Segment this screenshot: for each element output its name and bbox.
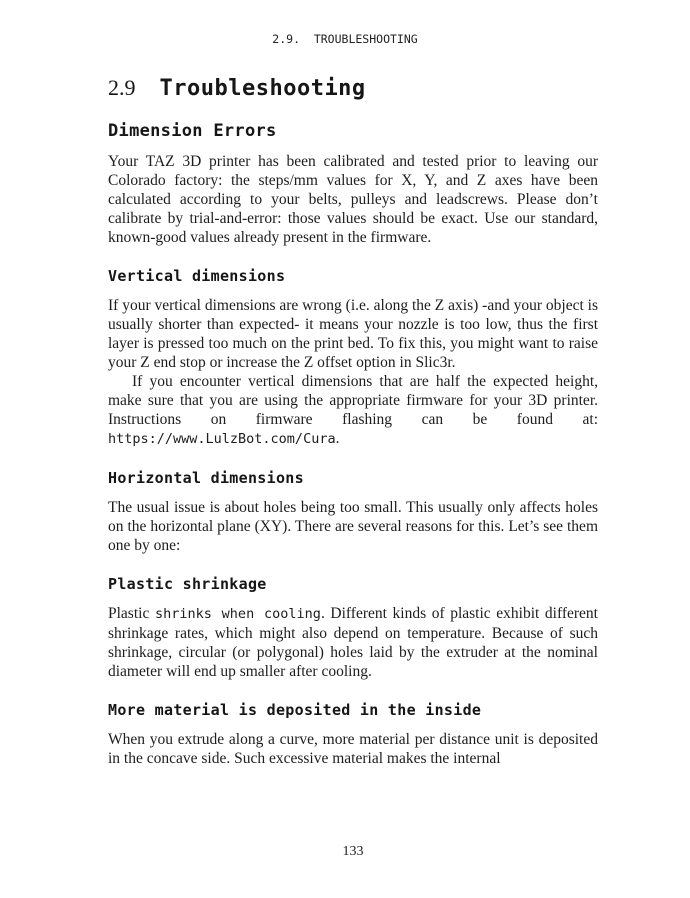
heading-dimension-errors: Dimension Errors [108, 121, 277, 141]
heading-horizontal-dimensions: Horizontal dimensions [108, 469, 304, 487]
paragraph-material-1: When you extrude along a curve, more material per distance unit is deposited in the concave side. Such excessive material makes the internal [108, 731, 598, 767]
paragraph-dimension-errors-intro: Your TAZ 3D printer has been calibrated and tested prior to leaving our Colorado factory: the steps/mm values for X, Y, and Z axes have been calculated according to your belts, pulleys and leadscrews. Please don’t calibrate by trial-and-error: those values should be exact. Use our standard, known-good values already present in the firmware. [108, 153, 598, 246]
paragraph-vertical-1: If your vertical dimensions are wrong (i.e. along the Z axis) -and your object is usually shorter than expected- it means your nozzle is too low, thus the first layer is pressed too much on the print bed. To fix this, you might want to raise your Z end stop or increase the Z offset option in Slic3r. [108, 297, 598, 371]
paragraph-vertical-2-period: . [335, 430, 340, 447]
running-header: 2.9. TROUBLESHOOTING [272, 32, 418, 46]
paragraph-shrinkage-text-a: Plastic [108, 605, 155, 622]
page-number: 133 [342, 844, 364, 859]
paragraph-shrinkage-code: shrinks when cooling [154, 606, 321, 622]
paragraph-horizontal-1: The usual issue is about holes being too small. This usually only affects holes on the horizontal plane (XY). There are several reasons for this. Let’s see them one by one: [108, 499, 598, 554]
section-number: 2.9 [108, 75, 136, 100]
url-link[interactable]: https://www.LulzBot.com/Cura [108, 431, 336, 447]
paragraph-shrinkage-text-b: . Different kinds of plastic exhibit different shrinkage rates, which might also depend on temperature. Because of such shrinkage, circular (or polygonal) holes laid by the extruder at the nominal diameter will end up smaller after cooling. [108, 605, 598, 680]
text-column [108, 75, 598, 768]
section-title-text: Troubleshooting [159, 76, 366, 101]
heading-more-material: More material is deposited in the inside [108, 701, 482, 719]
paragraph-vertical-2 [108, 372, 598, 449]
heading-plastic-shrinkage: Plastic shrinkage [108, 575, 267, 593]
paragraph-vertical-2-text: If you encounter vertical dimensions that are half the expected height, make sure that you are using the appropriate firmware for your 3D printer. Instructions on firmware flashing can be found at: [108, 373, 598, 428]
paragraph-shrinkage-1 [108, 604, 598, 681]
section-title [108, 75, 598, 102]
heading-vertical-dimensions: Vertical dimensions [108, 267, 286, 285]
